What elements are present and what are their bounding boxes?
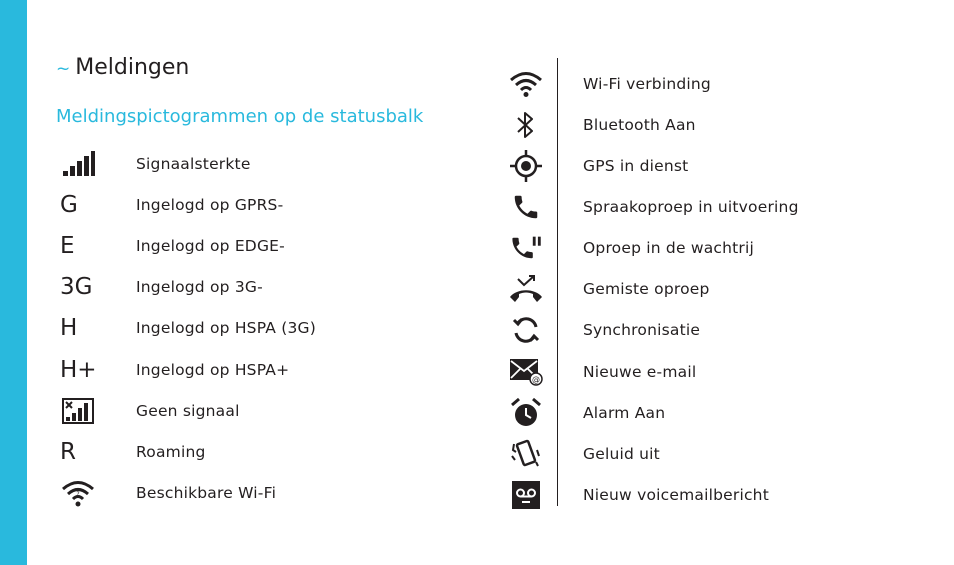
- list-item: [60, 394, 480, 428]
- gprs-icon: G: [60, 192, 78, 218]
- hspa-plus-icon: H+: [60, 357, 97, 383]
- list-item: [60, 476, 480, 510]
- 3g-icon: 3G: [60, 274, 93, 300]
- list-item: [508, 231, 928, 265]
- list-item: [508, 67, 928, 101]
- list-item-label: Ingelogd op 3G-: [136, 278, 263, 296]
- email-icon: [508, 355, 544, 389]
- heading-title: Meldingen: [75, 55, 190, 80]
- call-icon: [508, 190, 544, 224]
- call-hold-icon: [508, 231, 544, 265]
- svg-text:@: @: [532, 375, 540, 384]
- list-item: [508, 355, 928, 389]
- list-item-label: Geen signaal: [136, 402, 240, 420]
- list-item-label: Synchronisatie: [583, 321, 701, 339]
- list-item-label: Signaalsterkte: [136, 155, 251, 173]
- list-item-label: Geluid uit: [583, 445, 660, 463]
- list-item: [508, 272, 928, 306]
- section-heading: [56, 55, 189, 80]
- list-item: [60, 229, 480, 263]
- list-item: [508, 190, 928, 224]
- list-item-label: Beschikbare Wi-Fi: [136, 484, 277, 502]
- vibrate-icon: [508, 437, 544, 471]
- list-item: [508, 396, 928, 430]
- list-item-label: Roaming: [136, 443, 206, 461]
- heading-tilde: ~: [56, 59, 71, 79]
- list-item-label: Spraakoproep in uitvoering: [583, 198, 799, 216]
- list-item: [60, 353, 480, 387]
- list-item: [60, 188, 480, 222]
- list-item: [60, 435, 480, 469]
- hspa-icon: H: [60, 315, 78, 341]
- list-item: [60, 311, 480, 345]
- list-item: [508, 313, 928, 347]
- list-item-label: Ingelogd op HSPA+: [136, 361, 290, 379]
- list-item: [508, 149, 928, 183]
- list-item-label: Ingelogd op GPRS-: [136, 196, 284, 214]
- wifi-connected-icon: [508, 67, 544, 101]
- section-subheading: Meldingspictogrammen op de statusbalk: [56, 106, 424, 127]
- roaming-icon: R: [60, 439, 76, 465]
- bluetooth-icon: [508, 108, 544, 142]
- list-item-label: Alarm Aan: [583, 404, 666, 422]
- no-signal-icon: [60, 394, 96, 428]
- list-item: [508, 108, 928, 142]
- list-item-label: Ingelogd op EDGE-: [136, 237, 285, 255]
- list-item-label: GPS in dienst: [583, 157, 689, 175]
- gps-icon: [508, 149, 544, 183]
- side-accent-bar: [0, 0, 27, 565]
- alarm-icon: [508, 396, 544, 430]
- list-item: [508, 478, 928, 512]
- list-item: [60, 147, 480, 181]
- list-item-label: Nieuw voicemailbericht: [583, 486, 769, 504]
- signal-strength-icon: [60, 147, 96, 181]
- list-item: [60, 270, 480, 304]
- missed-call-icon: [508, 272, 544, 306]
- list-item: [508, 437, 928, 471]
- wifi-available-icon: [60, 476, 96, 510]
- list-item-label: Nieuwe e-mail: [583, 363, 697, 381]
- voicemail-icon: [508, 478, 544, 512]
- edge-icon: E: [60, 233, 75, 259]
- list-item-label: Ingelogd op HSPA (3G): [136, 319, 316, 337]
- sync-icon: [508, 313, 544, 347]
- list-item-label: Wi-Fi verbinding: [583, 75, 711, 93]
- list-item-label: Gemiste oproep: [583, 280, 710, 298]
- list-item-label: Oproep in de wachtrij: [583, 239, 754, 257]
- list-item-label: Bluetooth Aan: [583, 116, 696, 134]
- svg-text:?: ?: [76, 491, 80, 498]
